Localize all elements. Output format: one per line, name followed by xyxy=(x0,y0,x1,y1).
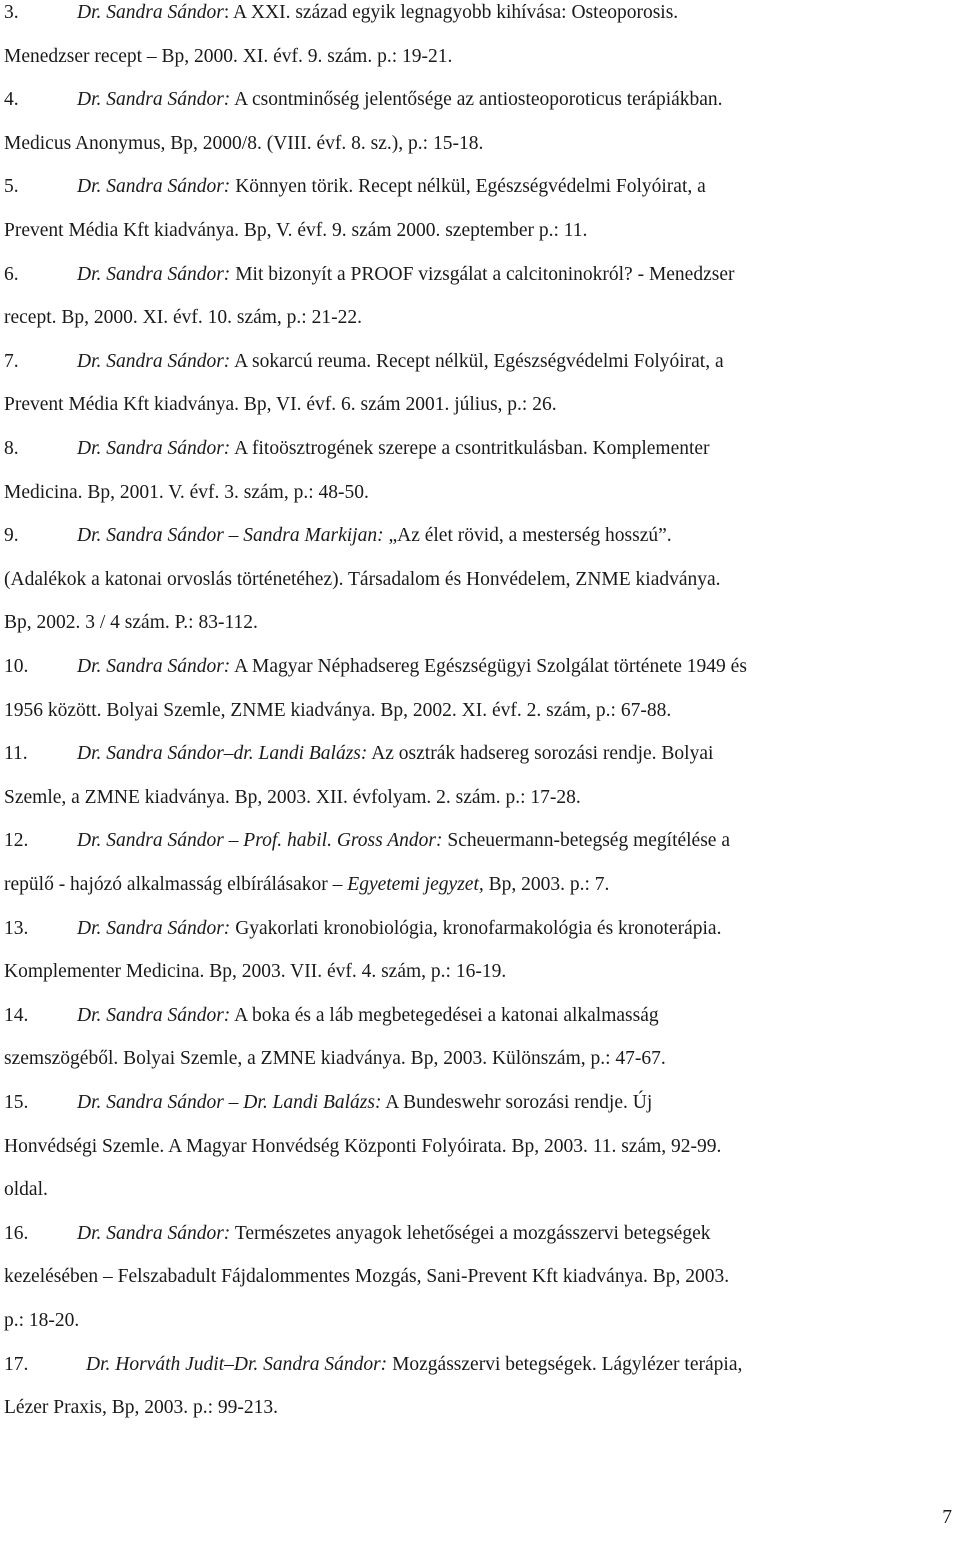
entry-line xyxy=(4,689,954,733)
entry-line xyxy=(4,732,954,776)
entry-line xyxy=(4,78,954,122)
entry-number: 9. xyxy=(4,525,19,547)
entry-number: 14. xyxy=(4,1004,29,1026)
entry-text: Menedzser recept – Bp, 2000. XI. évf. 9. szám. p.: 19-21. xyxy=(4,45,453,67)
entry-text: A Bundeswehr sorozási rendje. Új xyxy=(381,1092,653,1113)
bibliography-entry xyxy=(4,165,954,252)
bibliography-entry xyxy=(4,78,954,165)
entry-text: Könnyen törik. Recept nélkül, Egészségvédelmi Folyóirat, a xyxy=(230,176,706,198)
entry-text: Bp, 2003. p.: 7. xyxy=(483,873,610,895)
entry-text: Prevent Média Kft kiadványa. Bp, V. évf. 9. szám 2000. szeptember p.: 11. xyxy=(4,219,588,241)
entry-author-italic: Dr. Sandra Sándor: xyxy=(77,263,231,285)
entry-text: Mit bizonyít a PROOF vizsgálat a calcitoninokról? - Menedzser xyxy=(230,263,735,285)
entry-text: „Az élet rövid, a mesterség hosszú”. xyxy=(383,525,672,547)
entry-text: A csontminőség jelentősége az antiosteoporoticus terápiákban. xyxy=(230,89,723,111)
entry-line xyxy=(4,863,954,907)
entry-text: (Adalékok a katonai orvoslás történetéhez). Társadalom és Honvédelem, ZNME kiadványa. xyxy=(4,568,721,590)
entry-text: oldal. xyxy=(4,1179,48,1201)
entry-text: A fitoösztrogének szerepe a csontritkulásban. Komplementer xyxy=(230,438,710,459)
entry-line xyxy=(4,253,954,297)
entry-line xyxy=(4,558,954,602)
entry-author-italic: Dr. Sandra Sándor: xyxy=(77,656,231,677)
entry-text: Mozgásszervi betegségek. Lágylézer terápia, xyxy=(387,1353,743,1375)
entry-author-italic: Dr. Sandra Sándor: xyxy=(77,89,231,111)
bibliography-entry xyxy=(4,1343,954,1430)
entry-line xyxy=(4,819,954,863)
entry-text: : A XXI. század egyik legnagyobb kihívása: Osteoporosis. xyxy=(223,2,679,23)
entry-author-italic: Dr. Sandra Sándor – Dr. Landi Balázs: xyxy=(77,1092,382,1113)
bibliography-entry xyxy=(4,907,954,994)
entry-number: 10. xyxy=(4,656,29,677)
entry-author-italic: Dr. Sandra Sándor: xyxy=(77,350,231,372)
entry-number: 15. xyxy=(4,1092,29,1113)
entry-line xyxy=(4,907,954,951)
entry-text: Lézer Praxis, Bp, 2003. p.: 99-213. xyxy=(4,1397,279,1419)
bibliography-entry xyxy=(4,514,954,645)
entry-line xyxy=(4,1081,954,1125)
entry-line xyxy=(4,471,954,515)
entry-text: A sokarcú reuma. Recept nélkül, Egészségvédelmi Folyóirat, a xyxy=(230,350,724,372)
entry-line xyxy=(4,1299,954,1343)
entry-number: 4. xyxy=(4,89,19,111)
bibliography-entry xyxy=(4,819,954,906)
entry-line xyxy=(4,1168,954,1212)
entry-text: kezelésében – Felszabadult Fájdalommentes Mozgás, Sani-Prevent Kft kiadványa. Bp, 2003. xyxy=(4,1266,730,1288)
entry-line xyxy=(4,165,954,209)
entry-number: 13. xyxy=(4,917,29,939)
entry-author-italic: Dr. Sandra Sándor: xyxy=(77,1222,231,1244)
entry-text: Gyakorlati kronobiológia, kronofarmakológia és kronoterápia. xyxy=(230,917,722,939)
page-number: 7 xyxy=(942,1507,952,1528)
entry-line xyxy=(4,1212,954,1256)
entry-text: Szemle, a ZMNE kiadványa. Bp, 2003. XII. évfolyam. 2. szám. p.: 17-28. xyxy=(4,786,581,808)
entry-text: A Magyar Néphadsereg Egészségügyi Szolgálat története 1949 és xyxy=(230,656,747,677)
entry-line xyxy=(4,601,954,645)
entry-line xyxy=(4,1343,954,1387)
entry-line xyxy=(4,514,954,558)
entry-line xyxy=(4,950,954,994)
entry-author-italic: Dr. Sandra Sándor: xyxy=(77,438,231,459)
bibliography-entry xyxy=(4,1081,954,1212)
entry-number: 16. xyxy=(4,1222,29,1244)
entry-number: 11. xyxy=(4,743,28,765)
entry-text: 1956 között. Bolyai Szemle, ZNME kiadványa. Bp, 2002. XI. évf. 2. szám, p.: 67-88. xyxy=(4,699,672,721)
entry-text: Bp, 2002. 3 / 4 szám. P.: 83-112. xyxy=(4,612,258,634)
entry-number: 12. xyxy=(4,830,29,852)
entry-line xyxy=(4,296,954,340)
bibliography-entry xyxy=(4,732,954,819)
bibliography-entry xyxy=(4,253,954,340)
bibliography-entry xyxy=(4,0,954,78)
entry-line xyxy=(4,1386,954,1430)
entry-line xyxy=(4,209,954,253)
entry-line xyxy=(4,1255,954,1299)
entry-text: recept. Bp, 2000. XI. évf. 10. szám, p.: 21-22. xyxy=(4,307,362,329)
entry-line xyxy=(4,383,954,427)
entry-number: 8. xyxy=(4,438,19,459)
bibliography-entry xyxy=(4,994,954,1081)
entry-number: 17. xyxy=(4,1353,29,1375)
entry-text: repülő - hajózó alkalmasság elbírálásakor – xyxy=(4,873,348,895)
entry-text: Medicus Anonymus, Bp, 2000/8. (VIII. évf. 8. sz.), p.: 15-18. xyxy=(4,132,484,154)
entry-line xyxy=(4,645,954,689)
entry-author-italic: Dr. Sandra Sándor: xyxy=(77,176,231,198)
entry-text: Komplementer Medicina. Bp, 2003. VII. évf. 4. szám, p.: 16-19. xyxy=(4,961,507,983)
entry-author-italic: Dr. Horváth Judit–Dr. Sandra Sándor: xyxy=(86,1353,388,1375)
entry-author-italic: Dr. Sandra Sándor: xyxy=(77,1004,231,1026)
entry-number: 7. xyxy=(4,350,19,372)
entry-line xyxy=(4,0,954,35)
entry-text: A boka és a láb megbetegedései a katonai alkalmasság xyxy=(230,1004,659,1026)
entry-line xyxy=(4,122,954,166)
bibliography-entry xyxy=(4,427,954,514)
bibliography-entry xyxy=(4,1212,954,1343)
entry-author-italic: Dr. Sandra Sándor–dr. Landi Balázs: xyxy=(77,743,368,765)
entry-author-italic: Dr. Sandra Sándor – Sandra Markijan: xyxy=(77,525,384,547)
entry-line xyxy=(4,1037,954,1081)
entry-number: 3. xyxy=(4,2,19,23)
entry-text: Az osztrák hadsereg sorozási rendje. Bolyai xyxy=(367,743,714,765)
entry-number: 5. xyxy=(4,176,19,198)
entry-text: p.: 18-20. xyxy=(4,1309,80,1331)
entry-text: Honvédségi Szemle. A Magyar Honvédség Központi Folyóirata. Bp, 2003. 11. szám, 92-99. xyxy=(4,1135,722,1157)
entry-text: Prevent Média Kft kiadványa. Bp, VI. évf. 6. szám 2001. július, p.: 26. xyxy=(4,394,557,416)
entry-line xyxy=(4,35,954,79)
entry-line xyxy=(4,776,954,820)
entry-text: Természetes anyagok lehetőségei a mozgásszervi betegségek xyxy=(230,1222,711,1244)
entry-line xyxy=(4,1125,954,1169)
entry-author-italic: Dr. Sandra Sándor xyxy=(77,2,224,23)
entry-line xyxy=(4,340,954,384)
bibliography-entry xyxy=(4,340,954,427)
entry-text: szemszögéből. Bolyai Szemle, a ZMNE kiadványa. Bp, 2003. Különszám, p.: 47-67. xyxy=(4,1048,666,1070)
entry-author-italic: Dr. Sandra Sándor – Prof. habil. Gross Andor: xyxy=(77,830,443,852)
entry-line xyxy=(4,994,954,1038)
entry-author-italic: Dr. Sandra Sándor: xyxy=(77,917,231,939)
entry-number: 6. xyxy=(4,263,19,285)
entry-text: Medicina. Bp, 2001. V. évf. 3. szám, p.: 48-50. xyxy=(4,481,369,503)
entry-text: Scheuermann-betegség megítélése a xyxy=(442,830,730,852)
entry-author-italic: Egyetemi jegyzet, xyxy=(347,873,484,895)
entry-line xyxy=(4,427,954,471)
bibliography-entry xyxy=(4,645,954,732)
